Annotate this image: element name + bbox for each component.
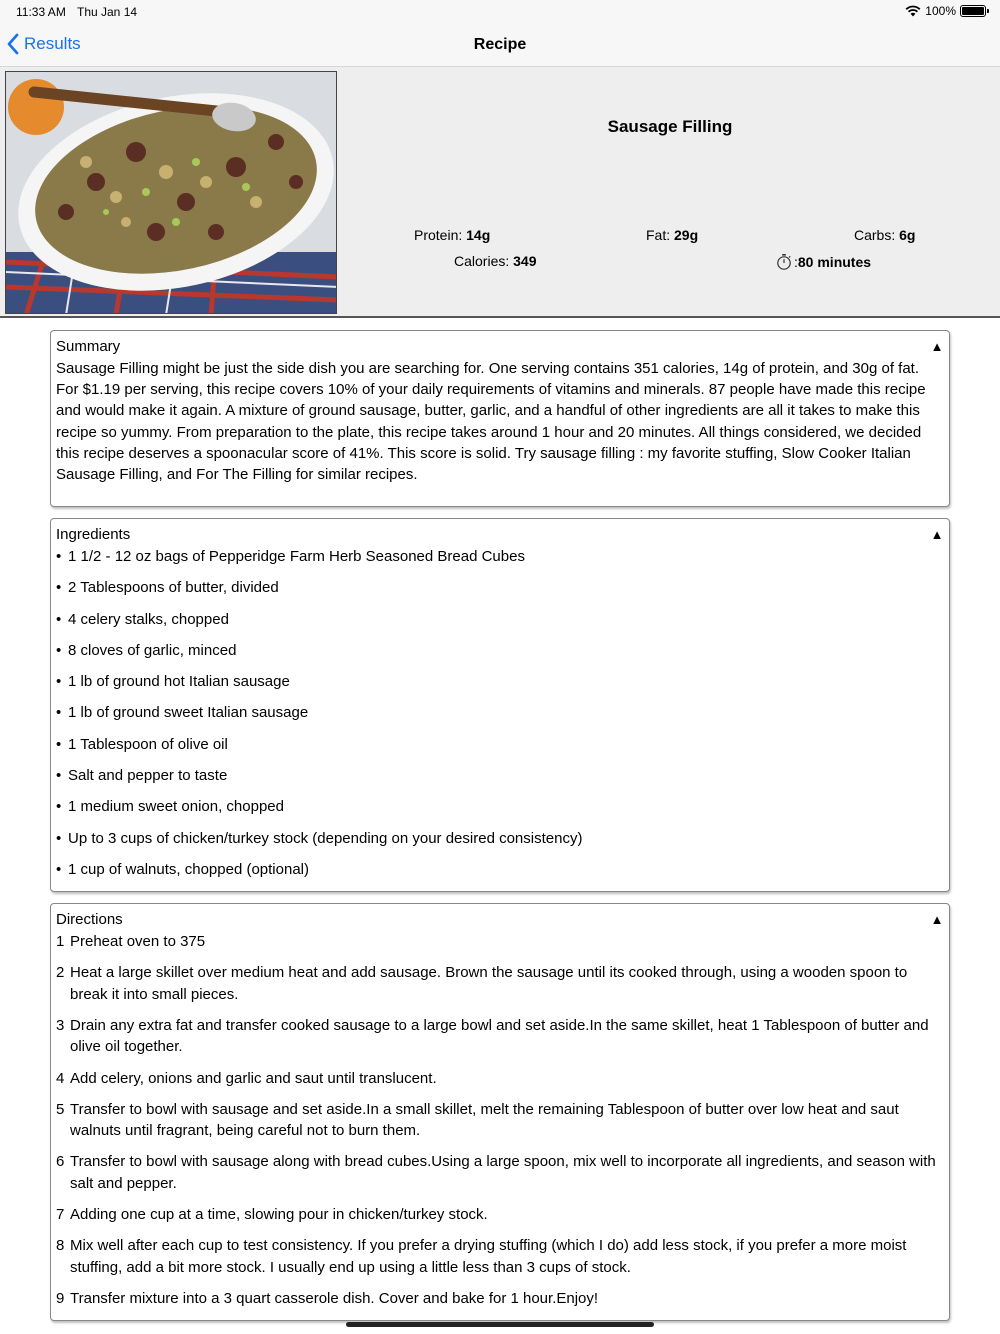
step-text: Adding one cup at a time, slowing pour in chicken/turkey stock. [70,1206,488,1224]
directions-section [50,903,950,1321]
ingredient-text: 4 celery stalks, chopped [68,610,229,628]
fat-label: Fat: [646,227,675,243]
status-time: 11:33 AM [16,5,66,19]
list-item [56,609,944,640]
calories-value: 349 [513,253,537,269]
triangle-up-icon[interactable]: ▲ [930,526,944,542]
step-number: 6 [56,1153,65,1171]
status-date: Thu Jan 14 [77,5,138,19]
summary-section [50,330,950,507]
list-item [56,702,944,733]
step-number: 3 [56,1016,65,1034]
list-item [56,859,944,890]
step-text: Transfer to bowl with sausage and set aside.In a small skillet, melt the remaining Tablespoon of butter over low heat and saut walnuts until fragrant, being careful not to burn them. [70,1100,899,1140]
status-indicators [905,4,986,18]
list-item [56,1235,944,1278]
bullet: • [56,548,62,565]
list-item [56,962,944,1005]
ingredient-text: 2 Tablespoons of butter, divided [68,579,279,597]
step-number: 2 [56,964,65,982]
stopwatch-icon [776,253,792,270]
carbs-value: 6g [899,227,916,243]
ingredient-text: 8 cloves of garlic, minced [68,641,237,659]
triangle-up-icon[interactable]: ▲ [930,338,944,354]
list-item [56,796,944,827]
carbs-stat [854,227,915,243]
step-number: 7 [56,1206,65,1224]
ingredient-text: 1 cup of walnuts, chopped (optional) [68,860,309,878]
recipe-name: Sausage Filling [607,117,733,136]
list-item [56,1288,944,1310]
recipe-header [0,67,1000,318]
recipe-photo [5,71,337,314]
calories-stat [454,253,537,269]
ingredients-section [50,518,950,892]
step-number: 8 [56,1237,65,1255]
directions-list [56,931,944,1310]
list-item [56,828,944,859]
step-text: Drain any extra fat and transfer cooked sausage to a large bowl and set aside.In the same skillet, heat 1 Tablespoon of butter and olive oil together. [70,1016,929,1056]
back-button-label: Results [24,34,81,53]
ingredient-text: Up to 3 cups of chicken/turkey stock (depending on your desired consistency) [68,829,583,847]
summary-header[interactable] [56,336,944,356]
step-number: 5 [56,1100,65,1118]
step-text: Transfer to bowl with sausage along with bread cubes.Using a large spoon, mix well to incorporate all ingredients, and season with salt and pepper. [70,1153,936,1192]
protein-stat [414,227,490,243]
list-item [56,546,944,577]
step-number: 4 [56,1069,65,1087]
battery-percent: 100% [925,4,956,18]
ingredient-text: 1 lb of ground sweet Italian sausage [68,704,309,722]
list-item [56,640,944,671]
ingredient-text: 1 medium sweet onion, chopped [68,798,284,816]
bullet: • [56,735,62,753]
ingredients-list [56,546,944,890]
summary-text: Sausage Filling might be just the side dish you are searching for. One serving contains 351 calories, 14g of protein, and 30g of fat. For $1.19 per serving, this recipe covers 10% of your daily requirements of vitamins and minerals. 87 people have made this recipe and would make it again. A mixture of ground sausage, butter, garlic, and a handful of other ingredients are all it takes to make this recipe so yummy. From preparation to the plate, this recipe takes around 1 hour and 20 minutes. All things considered, we decided this recipe deserves a spoonacular score of 41%. This score is solid. Try sausage filling : my favorite stuffing, Slow Cooker Italian Sausage Filling, and For The Filling for similar recipes. [56,360,926,484]
ingredient-text: 1 Tablespoon of olive oil [68,735,228,753]
bullet: • [56,704,62,722]
list-item [56,1204,944,1226]
list-item [56,671,944,702]
status-bar [0,0,1000,24]
bullet: • [56,579,62,597]
list-item [56,1099,944,1142]
bullet: • [56,829,62,847]
step-text: Heat a large skillet over medium heat and add sausage. Brown the sausage until its cooked through, using a wooden spoon to break it into small pieces. [70,964,908,1003]
battery-icon [960,5,986,17]
step-number: 9 [56,1290,65,1307]
wifi-icon [905,5,921,17]
bullet: • [56,610,62,628]
list-item [56,1151,944,1194]
ingredient-text: Salt and pepper to taste [68,767,228,785]
list-item [56,734,944,765]
summary-title: Summary [56,337,121,355]
fat-stat [646,227,698,243]
navigation-bar [0,24,1000,67]
list-item [56,1015,944,1058]
ingredient-text: 1 1/2 - 12 oz bags of Pepperidge Farm Herb Seasoned Bread Cubes [68,548,525,565]
directions-header[interactable] [56,909,944,929]
protein-label: Protein: [414,227,467,243]
protein-value: 14g [466,227,491,243]
fat-value: 29g [674,227,699,243]
bullet: • [56,860,62,878]
bullet: • [56,767,62,785]
step-text: Mix well after each cup to test consistency. If you prefer a drying stuffing (which I do) add less stock, if you prefer a more moist stuffing, add a bit more stock. I usually end up using a little less than 3 cups of stock. [70,1237,907,1276]
home-indicator[interactable] [346,1322,654,1327]
triangle-up-icon[interactable]: ▲ [930,911,944,927]
step-text: Preheat oven to 375 [70,933,206,950]
step-text: Transfer mixture into a 3 quart casserole dish. Cover and bake for 1 hour.Enjoy! [70,1290,599,1307]
time-value: 80 minutes [797,253,872,270]
ingredient-text: 1 lb of ground hot Italian sausage [68,673,290,691]
step-text: Add celery, onions and garlic and saut until translucent. [70,1069,437,1087]
step-number: 1 [56,933,65,950]
list-item [56,577,944,608]
ingredients-header[interactable] [56,524,944,544]
page-title: Recipe [473,36,527,53]
ingredients-title: Ingredients [56,525,131,543]
list-item [56,931,944,953]
carbs-label: Carbs: [854,227,900,243]
directions-title: Directions [56,910,123,928]
bullet: • [56,798,62,816]
list-item [56,765,944,796]
list-item [56,1068,944,1090]
bullet: • [56,641,62,659]
calories-label: Calories: [454,253,514,269]
time-label: : [794,253,798,270]
time-stat [776,253,871,270]
bullet: • [56,673,62,691]
